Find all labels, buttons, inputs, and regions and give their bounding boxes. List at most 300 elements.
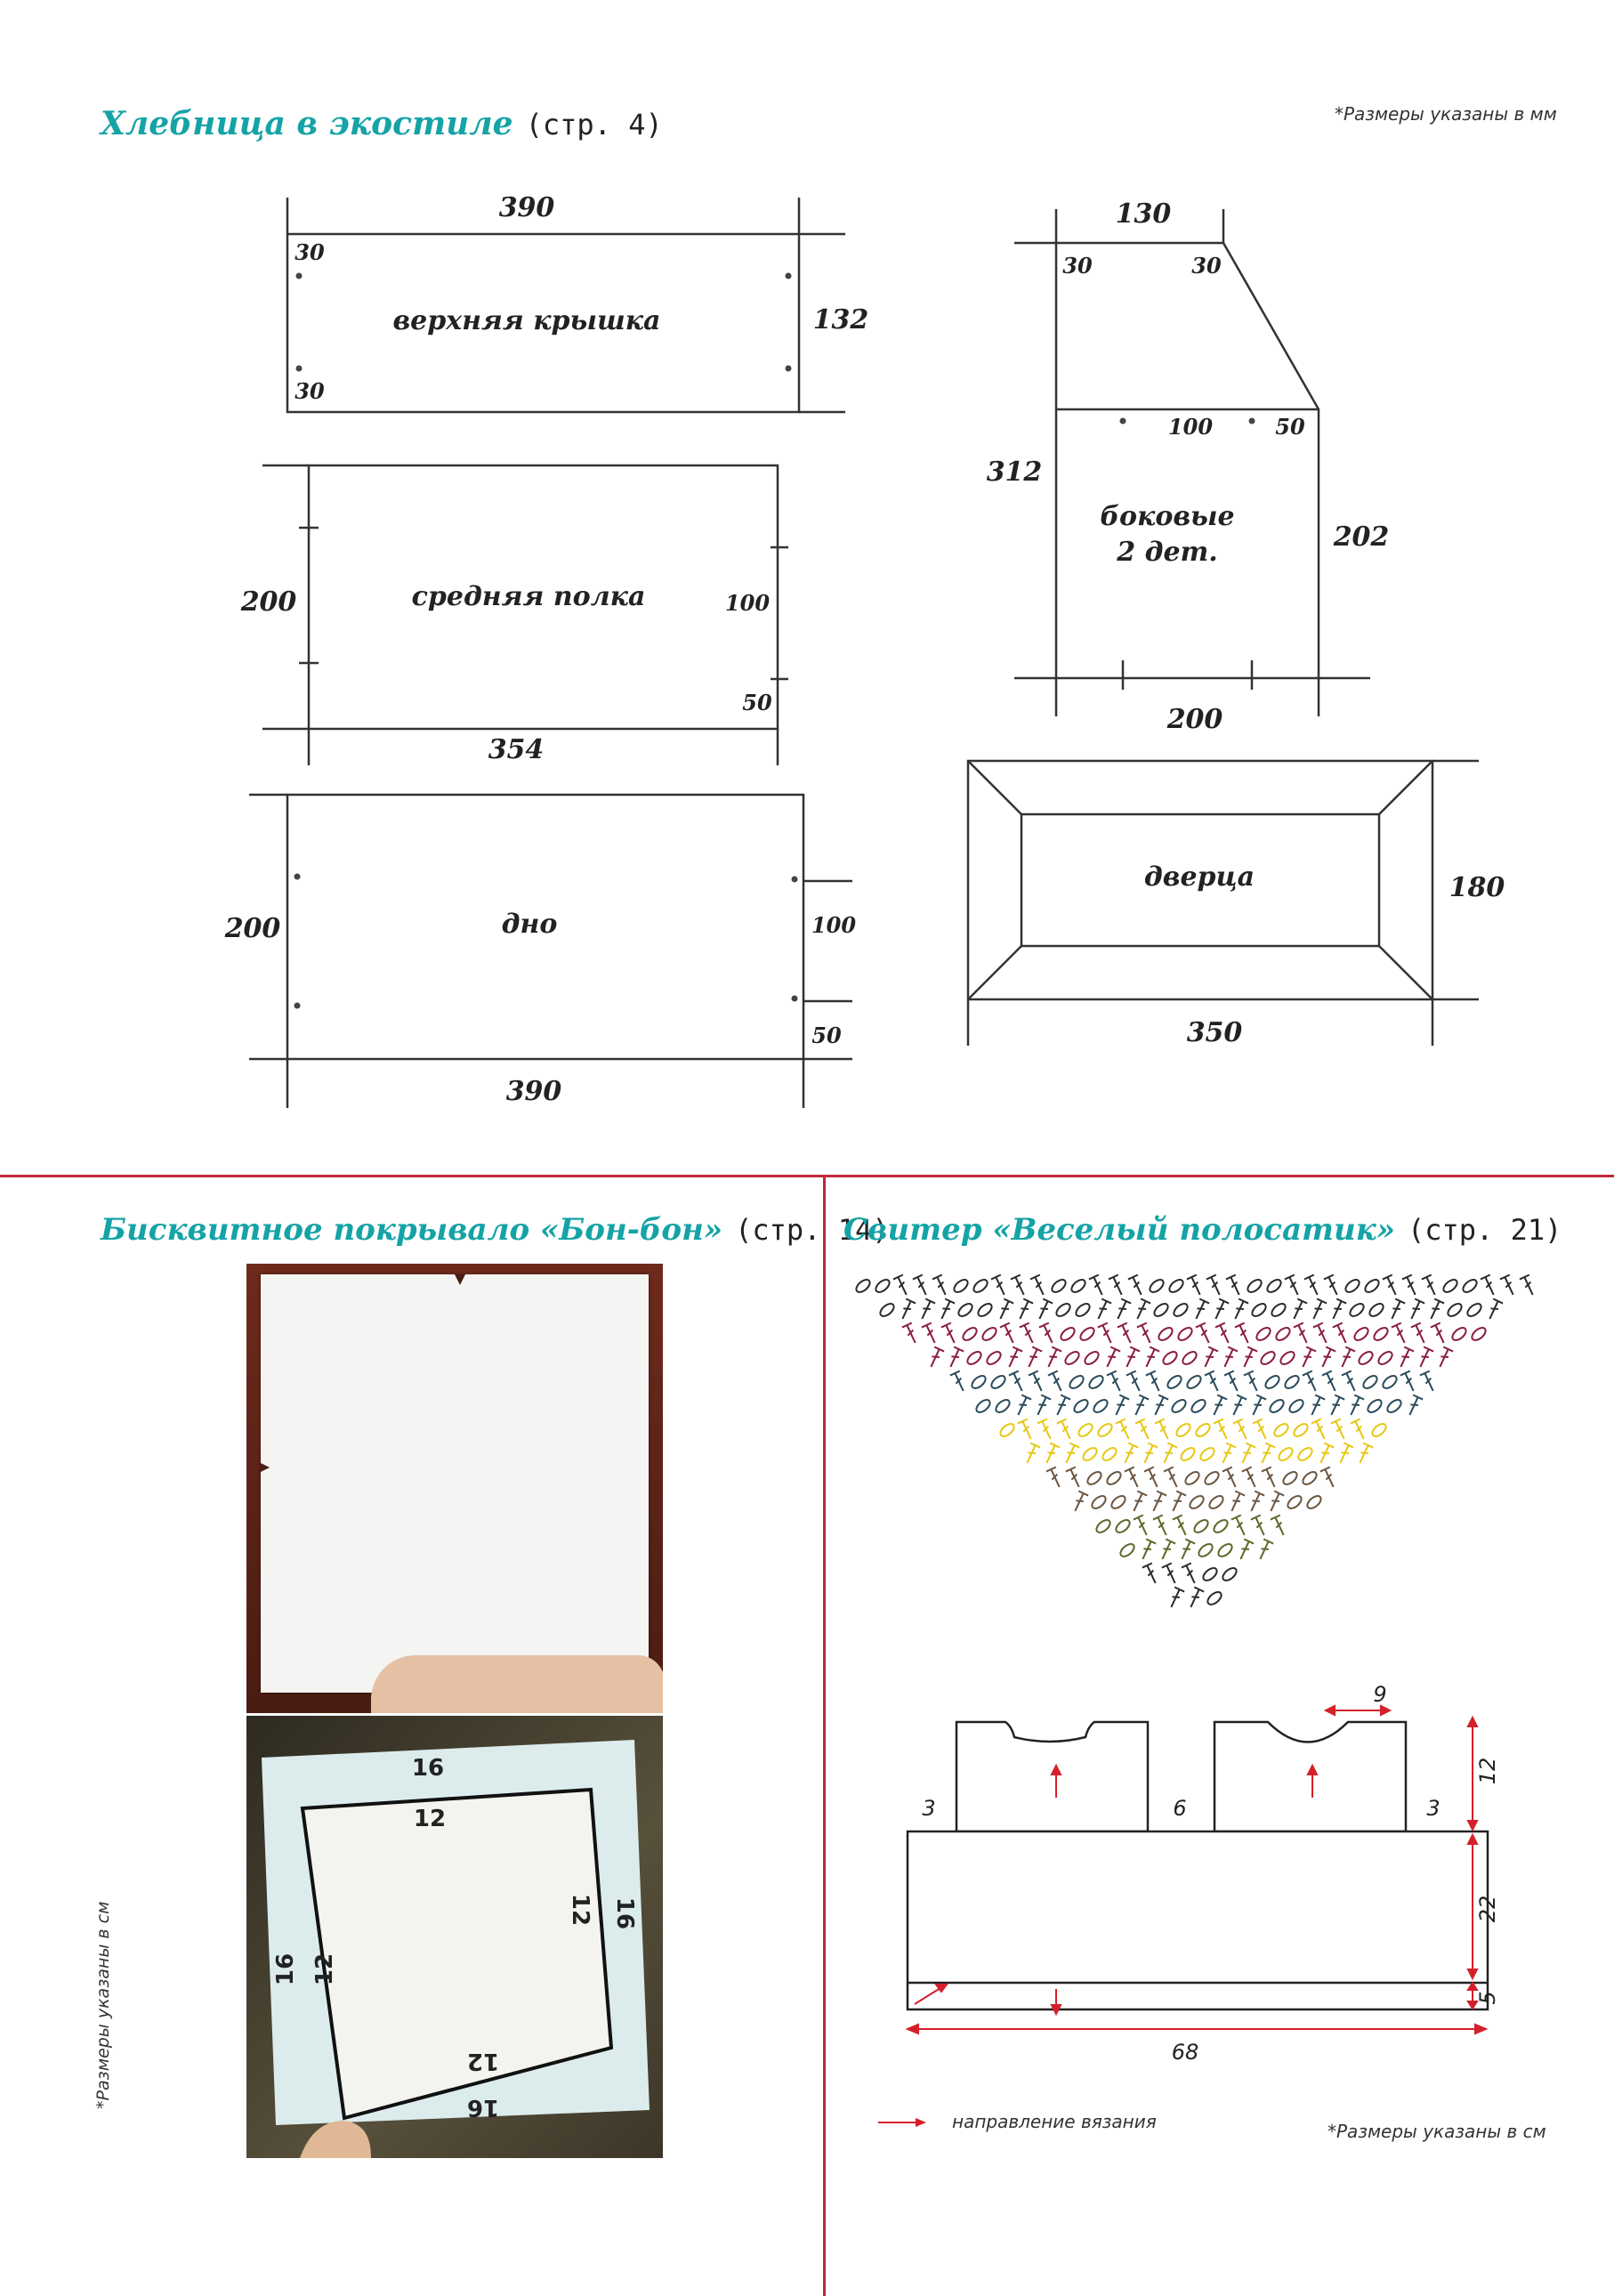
double-crochet-symbol bbox=[1129, 1491, 1147, 1513]
vertical-divider bbox=[823, 1175, 826, 2296]
double-crochet-symbol bbox=[1304, 1274, 1322, 1297]
double-crochet-symbol bbox=[1177, 1539, 1195, 1561]
double-crochet-symbol bbox=[1400, 1370, 1418, 1393]
middle-shelf-m2: 50 bbox=[742, 690, 772, 715]
chain-stitch-symbol bbox=[1221, 1565, 1239, 1582]
double-crochet-symbol bbox=[1066, 1467, 1084, 1489]
chain-stitch-symbol bbox=[1166, 1373, 1183, 1390]
section2-page-ref: (стр. 14) bbox=[735, 1213, 890, 1247]
chain-stitch-symbol bbox=[1283, 1373, 1301, 1390]
chain-stitch-symbol bbox=[989, 1373, 1007, 1390]
chain-stitch-symbol bbox=[972, 1277, 989, 1294]
double-crochet-symbol bbox=[1431, 1322, 1449, 1345]
chain-stitch-symbol bbox=[1263, 1373, 1281, 1390]
double-crochet-symbol bbox=[1355, 1443, 1373, 1465]
width-dim: 68 bbox=[1171, 2040, 1199, 2065]
double-crochet-symbol bbox=[1285, 1274, 1303, 1297]
double-crochet-symbol bbox=[1089, 1274, 1107, 1297]
double-crochet-symbol bbox=[1009, 1370, 1027, 1393]
chain-stitch-symbol bbox=[981, 1325, 998, 1342]
double-crochet-symbol bbox=[1033, 1395, 1051, 1417]
double-crochet-symbol bbox=[1407, 1298, 1424, 1321]
chain-stitch-symbol bbox=[1376, 1349, 1394, 1366]
double-crochet-symbol bbox=[1244, 1370, 1262, 1393]
double-crochet-symbol bbox=[1126, 1370, 1144, 1393]
sides-lower-height: 202 bbox=[1333, 521, 1390, 553]
bottom-label: дно bbox=[501, 909, 558, 940]
double-crochet-symbol bbox=[1435, 1346, 1453, 1369]
chain-stitch-symbol bbox=[1368, 1301, 1385, 1318]
chain-stitch-symbol bbox=[952, 1277, 970, 1294]
chain-stitch-symbol bbox=[1087, 1373, 1105, 1390]
double-crochet-symbol bbox=[941, 1322, 959, 1345]
double-crochet-symbol bbox=[1053, 1395, 1070, 1417]
chain-stitch-symbol bbox=[1203, 1469, 1221, 1486]
chain-stitch-symbol bbox=[1352, 1325, 1370, 1342]
chain-stitch-symbol bbox=[1185, 1373, 1203, 1390]
left-dim: 3 bbox=[922, 1796, 936, 1821]
chain-stitch-symbol bbox=[1094, 1517, 1112, 1534]
chain-stitch-symbol bbox=[1190, 1397, 1207, 1414]
double-crochet-symbol bbox=[1211, 1298, 1229, 1321]
chain-stitch-symbol bbox=[1148, 1277, 1166, 1294]
section3-title bbox=[843, 1212, 1562, 1248]
double-crochet-symbol bbox=[1149, 1491, 1166, 1513]
double-crochet-symbol bbox=[1138, 1539, 1156, 1561]
double-crochet-symbol bbox=[1098, 1322, 1116, 1345]
chain-stitch-symbol bbox=[1446, 1301, 1464, 1318]
chain-stitch-symbol bbox=[1366, 1397, 1384, 1414]
double-crochet-symbol bbox=[1239, 1346, 1257, 1369]
double-crochet-symbol bbox=[1118, 1322, 1135, 1345]
door-height: 180 bbox=[1449, 872, 1505, 903]
double-crochet-symbol bbox=[1162, 1563, 1180, 1585]
chain-stitch-symbol bbox=[1441, 1277, 1459, 1294]
chain-stitch-symbol bbox=[1206, 1589, 1223, 1606]
double-crochet-symbol bbox=[898, 1298, 916, 1321]
chain-stitch-symbol bbox=[1277, 1445, 1295, 1462]
chain-stitch-symbol bbox=[1385, 1397, 1403, 1414]
double-crochet-symbol bbox=[1125, 1467, 1142, 1489]
double-crochet-symbol bbox=[1229, 1395, 1247, 1417]
chain-stitch-symbol bbox=[1296, 1445, 1314, 1462]
chain-stitch-symbol bbox=[994, 1397, 1012, 1414]
double-crochet-symbol bbox=[1248, 1395, 1266, 1417]
double-crochet-symbol bbox=[1155, 1419, 1173, 1441]
sides-label-1: боковые bbox=[1100, 501, 1235, 532]
double-crochet-symbol bbox=[1331, 1419, 1349, 1441]
door-width: 350 bbox=[1186, 1017, 1243, 1048]
double-crochet-symbol bbox=[1294, 1322, 1311, 1345]
chain-stitch-symbol bbox=[1286, 1493, 1303, 1510]
top-lid-width: 390 bbox=[498, 192, 555, 223]
double-crochet-symbol bbox=[1309, 1298, 1327, 1321]
double-crochet-symbol bbox=[1000, 1322, 1018, 1345]
double-crochet-symbol bbox=[1142, 1346, 1159, 1369]
double-crochet-symbol bbox=[1226, 1274, 1244, 1297]
double-crochet-symbol bbox=[1205, 1370, 1223, 1393]
top-lid-margin-2: 30 bbox=[295, 378, 325, 404]
sides-bottom: 200 bbox=[1166, 704, 1223, 735]
chain-stitch-symbol bbox=[1270, 1301, 1287, 1318]
double-crochet-symbol bbox=[1238, 1443, 1255, 1465]
double-crochet-symbol bbox=[1037, 1419, 1055, 1441]
right-dim: 3 bbox=[1426, 1796, 1440, 1821]
double-crochet-symbol bbox=[1307, 1395, 1325, 1417]
chain-stitch-symbol bbox=[1272, 1421, 1290, 1438]
template-photo-1 bbox=[246, 1264, 663, 1713]
bottom-height: 200 bbox=[224, 913, 281, 944]
double-crochet-symbol bbox=[1387, 1298, 1405, 1321]
horizontal-divider bbox=[0, 1175, 1614, 1177]
chain-stitch-symbol bbox=[1279, 1349, 1296, 1366]
chain-stitch-symbol bbox=[985, 1349, 1003, 1366]
chain-stitch-symbol bbox=[1194, 1421, 1212, 1438]
chain-stitch-symbol bbox=[1450, 1325, 1468, 1342]
door-label: дверца bbox=[1143, 861, 1255, 893]
chain-stitch-symbol bbox=[1114, 1517, 1132, 1534]
double-crochet-symbol bbox=[1328, 1298, 1346, 1321]
chain-stitch-symbol bbox=[1246, 1277, 1263, 1294]
hand-2 bbox=[300, 2121, 371, 2158]
double-crochet-symbol bbox=[1342, 1370, 1360, 1393]
chain-stitch-symbol bbox=[1207, 1493, 1225, 1510]
double-crochet-symbol bbox=[1333, 1322, 1351, 1345]
chain-stitch-symbol bbox=[1096, 1421, 1114, 1438]
double-crochet-symbol bbox=[1320, 1467, 1338, 1489]
double-crochet-symbol bbox=[1122, 1346, 1140, 1369]
chain-stitch-symbol bbox=[1172, 1301, 1190, 1318]
chain-stitch-symbol bbox=[974, 1397, 992, 1414]
chain-stitch-symbol bbox=[1470, 1325, 1488, 1342]
double-crochet-symbol bbox=[913, 1274, 931, 1297]
double-crochet-symbol bbox=[1346, 1395, 1364, 1417]
shoulder-h-dim: 12 bbox=[1475, 1757, 1500, 1785]
chain-stitch-symbol bbox=[965, 1349, 983, 1366]
middle-shelf-height: 200 bbox=[240, 586, 297, 618]
double-crochet-symbol bbox=[996, 1298, 1013, 1321]
sides-t1: 30 bbox=[1062, 253, 1093, 279]
chain-stitch-symbol bbox=[1192, 1517, 1210, 1534]
bottom-width: 390 bbox=[505, 1076, 562, 1107]
double-crochet-symbol bbox=[1396, 1346, 1414, 1369]
inner-top-label: 12 bbox=[413, 1806, 447, 1832]
chain-stitch-symbol bbox=[1101, 1445, 1118, 1462]
double-crochet-symbol bbox=[1313, 1322, 1331, 1345]
chain-stitch-symbol bbox=[1110, 1493, 1127, 1510]
double-crochet-symbol bbox=[1013, 1395, 1031, 1417]
double-crochet-symbol bbox=[1057, 1419, 1075, 1441]
section1-note: *Размеры указаны в мм bbox=[1335, 103, 1557, 125]
double-crochet-symbol bbox=[950, 1370, 968, 1393]
outer-right-label: 16 bbox=[611, 1896, 638, 1930]
double-crochet-symbol bbox=[1327, 1395, 1344, 1417]
template-photo-2 bbox=[246, 1716, 663, 2158]
double-crochet-symbol bbox=[1242, 1467, 1260, 1489]
double-crochet-symbol bbox=[1048, 1370, 1066, 1393]
chain-stitch-symbol bbox=[1174, 1421, 1192, 1438]
chain-stitch-symbol bbox=[1361, 1373, 1379, 1390]
chain-stitch-symbol bbox=[1183, 1469, 1201, 1486]
chain-stitch-symbol bbox=[1069, 1277, 1087, 1294]
section1-title-text: Хлебница в экостиле bbox=[101, 105, 513, 142]
chain-stitch-symbol bbox=[1259, 1349, 1277, 1366]
double-crochet-symbol bbox=[1405, 1395, 1423, 1417]
double-crochet-symbol bbox=[1200, 1346, 1218, 1369]
front-panel bbox=[1215, 1722, 1406, 1831]
double-crochet-symbol bbox=[1109, 1274, 1126, 1297]
chain-stitch-symbol bbox=[970, 1373, 988, 1390]
double-crochet-symbol bbox=[1186, 1587, 1204, 1609]
double-crochet-symbol bbox=[991, 1274, 1009, 1297]
double-crochet-symbol bbox=[1337, 1346, 1355, 1369]
sides-top: 130 bbox=[1115, 198, 1172, 230]
double-crochet-symbol bbox=[902, 1322, 920, 1345]
double-crochet-symbol bbox=[1215, 1322, 1233, 1345]
chain-stitch-symbol bbox=[1372, 1325, 1390, 1342]
double-crochet-symbol bbox=[1111, 1395, 1129, 1417]
double-crochet-symbol bbox=[1214, 1419, 1231, 1441]
chain-stitch-symbol bbox=[1157, 1325, 1174, 1342]
double-crochet-symbol bbox=[1311, 1419, 1329, 1441]
chain-stitch-symbol bbox=[854, 1277, 872, 1294]
body-h-dim: 22 bbox=[1475, 1895, 1500, 1923]
double-crochet-symbol bbox=[1481, 1274, 1498, 1297]
chain-stitch-symbol bbox=[1370, 1421, 1388, 1438]
notch-top bbox=[455, 1274, 465, 1285]
chain-stitch-symbol bbox=[1465, 1301, 1483, 1318]
double-crochet-symbol bbox=[1206, 1274, 1224, 1297]
chain-stitch-symbol bbox=[998, 1421, 1016, 1438]
double-crochet-symbol bbox=[1266, 1491, 1284, 1513]
middle-shelf-label: средняя полка bbox=[411, 581, 646, 612]
double-crochet-symbol bbox=[1015, 1298, 1033, 1321]
chain-stitch-symbol bbox=[1181, 1349, 1198, 1366]
inner-right-label: 12 bbox=[567, 1893, 593, 1927]
double-crochet-symbol bbox=[1318, 1346, 1336, 1369]
sides-m1: 100 bbox=[1167, 414, 1214, 440]
chain-stitch-symbol bbox=[1085, 1469, 1103, 1486]
section3-title-text: Свитер «Веселый полосатик» bbox=[843, 1212, 1395, 1248]
double-crochet-symbol bbox=[1251, 1515, 1269, 1537]
sides-label-2: 2 дет. bbox=[1117, 537, 1218, 568]
section3-note: *Размеры указаны в см bbox=[1328, 2121, 1546, 2142]
chain-stitch-symbol bbox=[1170, 1397, 1188, 1414]
double-crochet-symbol bbox=[1120, 1443, 1138, 1465]
double-crochet-symbol bbox=[1255, 1539, 1273, 1561]
double-crochet-symbol bbox=[1093, 1298, 1111, 1321]
chain-stitch-symbol bbox=[1081, 1445, 1099, 1462]
chain-stitch-symbol bbox=[1305, 1493, 1323, 1510]
double-crochet-symbol bbox=[1113, 1298, 1131, 1321]
double-crochet-symbol bbox=[1262, 1467, 1279, 1489]
double-crochet-symbol bbox=[1022, 1443, 1040, 1465]
inner-bottom-label: 12 bbox=[466, 2048, 500, 2074]
double-crochet-symbol bbox=[1416, 1346, 1433, 1369]
section2-title-text: Бисквитное покрывало «Бон-бон» bbox=[101, 1212, 723, 1248]
chain-stitch-symbol bbox=[1050, 1277, 1068, 1294]
inner-left-label: 12 bbox=[311, 1952, 338, 1986]
double-crochet-symbol bbox=[1024, 1346, 1042, 1369]
sides-t2: 30 bbox=[1191, 253, 1222, 279]
chain-stitch-symbol bbox=[1301, 1469, 1319, 1486]
double-crochet-symbol bbox=[1166, 1587, 1184, 1609]
notch-left bbox=[261, 1463, 270, 1472]
double-crochet-symbol bbox=[1227, 1491, 1245, 1513]
double-crochet-symbol bbox=[1153, 1515, 1171, 1537]
chain-stitch-symbol bbox=[1357, 1349, 1375, 1366]
double-crochet-symbol bbox=[946, 1346, 964, 1369]
double-crochet-symbol bbox=[1168, 1491, 1186, 1513]
chain-stitch-symbol bbox=[1250, 1301, 1268, 1318]
chain-stitch-symbol bbox=[1063, 1349, 1081, 1366]
double-crochet-symbol bbox=[1005, 1346, 1022, 1369]
double-crochet-symbol bbox=[1422, 1274, 1440, 1297]
double-crochet-symbol bbox=[1218, 1443, 1236, 1465]
double-crochet-symbol bbox=[1520, 1274, 1537, 1297]
outer-top-label: 16 bbox=[411, 1755, 445, 1782]
top-lid-label: верхняя крышка bbox=[392, 305, 661, 336]
chain-stitch-symbol bbox=[1072, 1397, 1090, 1414]
chain-stitch-symbol bbox=[1201, 1565, 1219, 1582]
double-crochet-symbol bbox=[1061, 1443, 1079, 1465]
double-crochet-symbol bbox=[1303, 1370, 1320, 1393]
double-crochet-symbol bbox=[1231, 1515, 1249, 1537]
chain-stitch-symbol bbox=[1363, 1277, 1381, 1294]
double-crochet-symbol bbox=[1144, 1467, 1162, 1489]
chain-stitch-symbol bbox=[961, 1325, 979, 1342]
crochet-chart bbox=[836, 1264, 1548, 1637]
chain-stitch-symbol bbox=[1381, 1373, 1399, 1390]
chain-stitch-symbol bbox=[1274, 1325, 1292, 1342]
double-crochet-symbol bbox=[1159, 1443, 1177, 1465]
double-crochet-symbol bbox=[1392, 1322, 1409, 1345]
chain-stitch-symbol bbox=[1083, 1349, 1101, 1366]
double-crochet-symbol bbox=[1402, 1274, 1420, 1297]
chain-stitch-symbol bbox=[1212, 1517, 1230, 1534]
double-crochet-symbol bbox=[1336, 1443, 1353, 1465]
bottom-m2: 50 bbox=[811, 1023, 842, 1048]
chain-stitch-symbol bbox=[1090, 1493, 1108, 1510]
double-crochet-symbol bbox=[1035, 1298, 1053, 1321]
chain-stitch-symbol bbox=[1176, 1325, 1194, 1342]
chain-stitch-symbol bbox=[1197, 1541, 1215, 1558]
double-crochet-symbol bbox=[1235, 1322, 1253, 1345]
chain-stitch-symbol bbox=[1161, 1349, 1179, 1366]
legend-text: направление вязания bbox=[952, 2111, 1157, 2132]
double-crochet-symbol bbox=[1046, 1467, 1064, 1489]
legend-arrow bbox=[876, 2114, 930, 2131]
chain-stitch-symbol bbox=[1054, 1301, 1072, 1318]
double-crochet-symbol bbox=[1131, 1395, 1149, 1417]
chain-stitch-symbol bbox=[1167, 1277, 1185, 1294]
template-sketch bbox=[246, 1716, 663, 2158]
section1-page-ref: (стр. 4) bbox=[525, 108, 663, 141]
double-crochet-symbol bbox=[1044, 1346, 1061, 1369]
double-crochet-symbol bbox=[1133, 1298, 1150, 1321]
double-crochet-symbol bbox=[1223, 1467, 1240, 1489]
double-crochet-symbol bbox=[1209, 1395, 1227, 1417]
chain-stitch-symbol bbox=[1344, 1277, 1361, 1294]
chain-stitch-symbol bbox=[976, 1301, 994, 1318]
double-crochet-symbol bbox=[1128, 1274, 1146, 1297]
double-crochet-symbol bbox=[1298, 1346, 1316, 1369]
double-crochet-symbol bbox=[1020, 1322, 1037, 1345]
double-crochet-symbol bbox=[1150, 1395, 1168, 1417]
chain-stitch-symbol bbox=[1255, 1325, 1272, 1342]
neck-dim: 9 bbox=[1373, 1682, 1387, 1707]
double-crochet-symbol bbox=[1289, 1298, 1307, 1321]
double-crochet-symbol bbox=[1039, 1322, 1057, 1345]
double-crochet-symbol bbox=[1500, 1274, 1518, 1297]
middle-shelf-width: 354 bbox=[488, 734, 545, 765]
double-crochet-symbol bbox=[1137, 1322, 1155, 1345]
chain-stitch-symbol bbox=[1287, 1397, 1305, 1414]
double-crochet-symbol bbox=[1134, 1515, 1151, 1537]
double-crochet-symbol bbox=[1116, 1419, 1134, 1441]
chain-stitch-symbol bbox=[878, 1301, 896, 1318]
chain-stitch-symbol bbox=[1152, 1301, 1170, 1318]
double-crochet-symbol bbox=[1220, 1346, 1238, 1369]
double-crochet-symbol bbox=[1233, 1419, 1251, 1441]
double-crochet-symbol bbox=[1236, 1539, 1254, 1561]
double-crochet-symbol bbox=[922, 1322, 940, 1345]
double-crochet-symbol bbox=[1271, 1515, 1288, 1537]
double-crochet-symbol bbox=[1224, 1370, 1242, 1393]
double-crochet-symbol bbox=[1322, 1370, 1340, 1393]
double-crochet-symbol bbox=[1029, 1370, 1046, 1393]
chain-stitch-symbol bbox=[1268, 1397, 1286, 1414]
chain-stitch-symbol bbox=[1292, 1421, 1310, 1438]
chain-stitch-symbol bbox=[1461, 1277, 1479, 1294]
chain-stitch-symbol bbox=[1077, 1421, 1094, 1438]
double-crochet-symbol bbox=[1135, 1419, 1153, 1441]
section2-note: *Размеры указаны в см bbox=[93, 1901, 113, 2109]
double-crochet-symbol bbox=[1351, 1419, 1368, 1441]
double-crochet-symbol bbox=[1426, 1298, 1444, 1321]
double-crochet-symbol bbox=[917, 1298, 935, 1321]
double-crochet-symbol bbox=[1420, 1370, 1438, 1393]
sweater-diagram bbox=[854, 1673, 1614, 2082]
top-lid-margin-1: 30 bbox=[295, 239, 325, 265]
double-crochet-symbol bbox=[1140, 1443, 1158, 1465]
chain-stitch-symbol bbox=[1348, 1301, 1366, 1318]
outer-bottom-label: 16 bbox=[466, 2094, 500, 2121]
double-crochet-symbol bbox=[1107, 1370, 1125, 1393]
middle-dim: 6 bbox=[1173, 1796, 1187, 1821]
paper-sheet bbox=[261, 1274, 649, 1693]
chain-stitch-symbol bbox=[1216, 1541, 1234, 1558]
double-crochet-symbol bbox=[1324, 1274, 1342, 1297]
double-crochet-symbol bbox=[1158, 1539, 1175, 1561]
chain-stitch-symbol bbox=[1092, 1397, 1110, 1414]
chain-stitch-symbol bbox=[1198, 1445, 1216, 1462]
double-crochet-symbol bbox=[926, 1346, 944, 1369]
double-crochet-symbol bbox=[1196, 1322, 1214, 1345]
middle-shelf-m1: 100 bbox=[724, 590, 771, 616]
chain-stitch-symbol bbox=[1188, 1493, 1206, 1510]
back-panel bbox=[956, 1722, 1148, 1831]
double-crochet-symbol bbox=[1070, 1491, 1088, 1513]
rib-h-dim: 5 bbox=[1475, 1991, 1500, 2005]
double-crochet-symbol bbox=[1187, 1274, 1205, 1297]
double-crochet-symbol bbox=[937, 1298, 955, 1321]
double-crochet-symbol bbox=[1247, 1491, 1264, 1513]
sides-height: 312 bbox=[986, 457, 1043, 488]
chain-stitch-symbol bbox=[1105, 1469, 1123, 1486]
double-crochet-symbol bbox=[1011, 1274, 1029, 1297]
chain-stitch-symbol bbox=[1265, 1277, 1283, 1294]
